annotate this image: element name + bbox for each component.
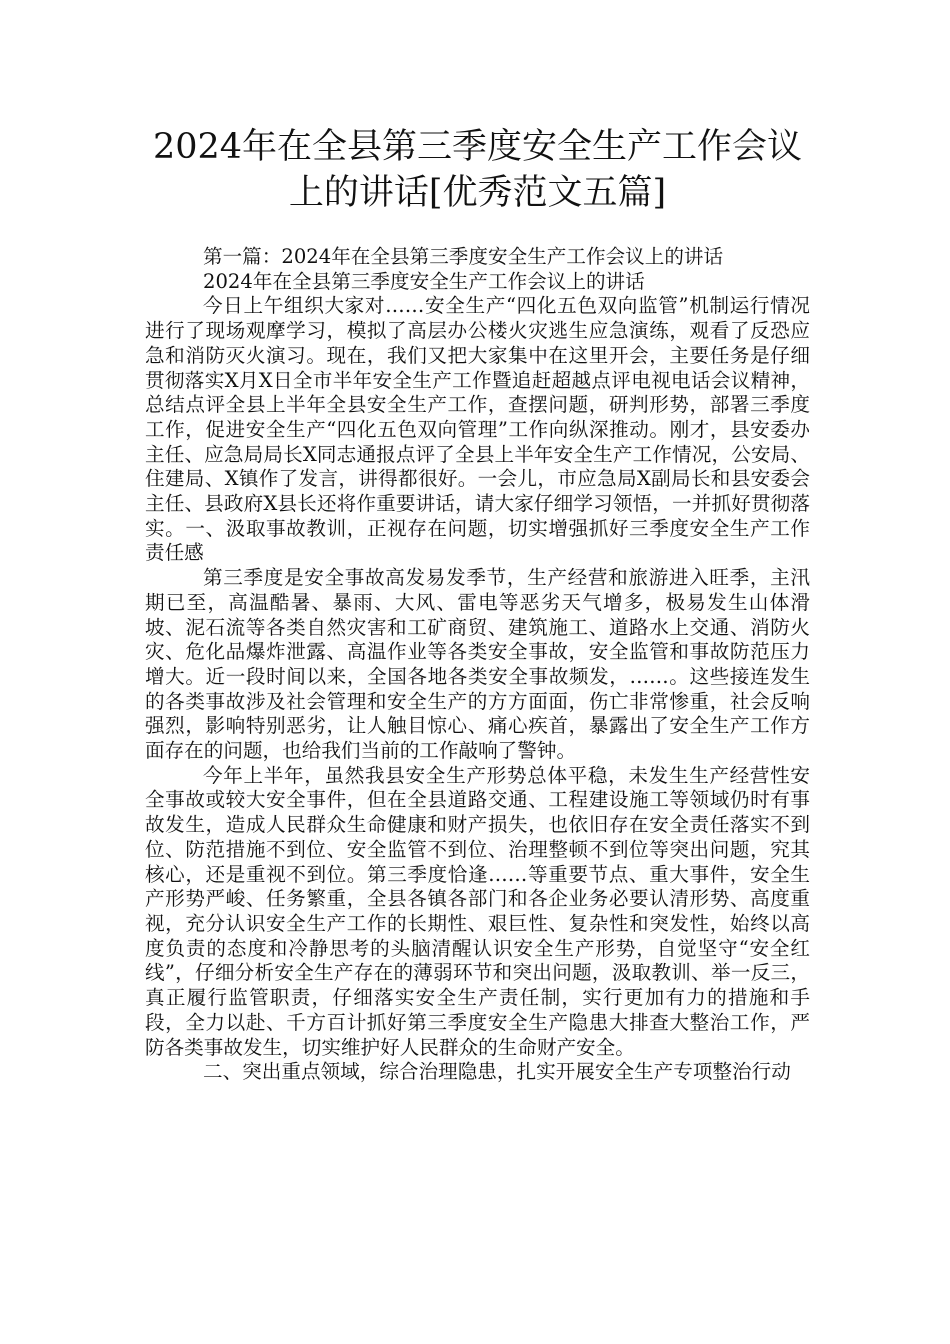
section-heading-part-1: 第一篇：2024年在全县第三季度安全生产工作会议上的讲话 <box>203 245 724 268</box>
body-paragraph-2: 第三季度是安全事故高发易发季节，生产经营和旅游进入旺季，主汛期已至，高温酷暑、暴雨、大风、雷电等恶劣天气增多，极易发生山体滑坡、泥石流等各类自然灾害和工矿商贸、建筑施工、道路水上交通、消防火灾、危化品爆炸泄露、高温作业等各类安全事故，安全监管和事故防范压力增大。近一段时间以来，全国各地各类安全事故频发，……。这些接连发生的各类事故涉及社会管理和安全生产的方方面面，伤亡非常惨重，社会反响强烈，影响特别恶劣，让人触目惊心、痛心疾首，暴露出了安全生产工作方面存在的问题，也给我们当前的工作敲响了警钟。 <box>145 566 810 763</box>
title-line-1: 2024年在全县第三季度安全生产工作会议 <box>152 127 803 167</box>
document-title <box>145 124 810 216</box>
speech-subtitle: 2024年在全县第三季度安全生产工作会议上的讲话 <box>203 269 645 293</box>
section-heading-2: 二、突出重点领域，综合治理隐患，扎实开展安全生产专项整治行动 <box>203 1060 791 1084</box>
title-line-2: 上的讲话[优秀范文五篇] <box>288 173 667 213</box>
body-paragraph-1: 今日上午组织大家对……安全生产“四化五色双向监管”机制运行情况进行了现场观摩学习，模拟了高层办公楼火灾逃生应急演练，观看了反恐应急和消防灭火演习。现在，我们又把大家集中在这里开会，主要任务是仔细贯彻落实X月X日全市半年安全生产工作暨追赶超越点评电视电话会议精神，总结点评全县上半年全县安全生产工作，查摆问题，研判形势，部署三季度工作，促进安全生产“四化五色双向管理”工作向纵深推动。刚才，县安委办主任、应急局局长X同志通报点评了全县上半年安全生产工作情况，公安局、住建局、X镇作了发言，讲得都很好。一会儿，市应急局X副局长和县安委会主任、县政府X县长还将作重要讲话，请大家仔细学习领悟，一并抓好贯彻落实。一、汲取事故教训，正视存在问题，切实增强抓好三季度安全生产工作责任感 <box>145 294 810 565</box>
body-paragraph-3: 今年上半年，虽然我县安全生产形势总体平稳，未发生生产经营性安全事故或较大安全事件，但在全县道路交通、工程建设施工等领域仍时有事故发生，造成人民群众生命健康和财产损失，也依旧存在安全责任落实不到位、防范措施不到位、安全监管不到位、治理整顿不到位等突出问题，究其核心，还是重视不到位。第三季度恰逢……等重要节点、重大事件，安全生产形势严峻、任务繁重，全县各镇各部门和各企业务必要认清形势、高度重视，充分认识安全生产工作的长期性、艰巨性、复杂性和突发性，始终以高度负责的态度和冷静思考的头脑清醒认识安全生产形势，自觉坚守“安全红线”，仔细分析安全生产存在的薄弱环节和突出问题，汲取教训、举一反三，真正履行监管职责，仔细落实安全生产责任制，实行更加有力的措施和手段，全力以赴、千方百计抓好第三季度安全生产隐患大排查大整治工作，严防各类事故发生，切实维护好人民群众的生命财产安全。 <box>145 763 810 1059</box>
document-page <box>145 124 810 1085</box>
document-body <box>145 245 810 1085</box>
